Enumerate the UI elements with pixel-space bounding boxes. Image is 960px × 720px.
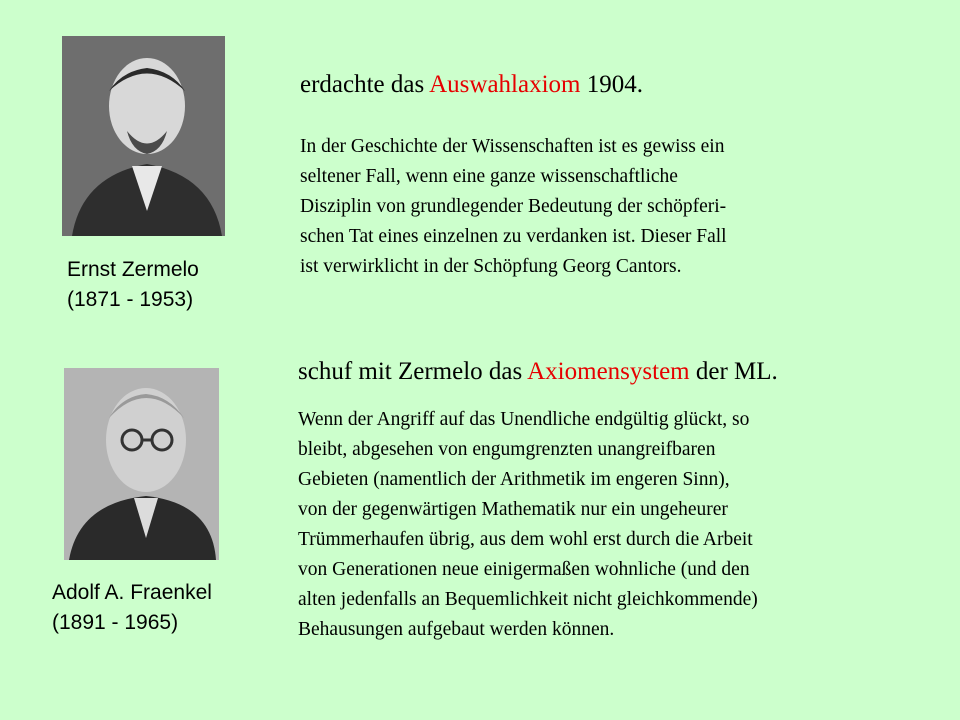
- zermelo-portrait: [62, 36, 225, 236]
- fraenkel-heading-before: schuf mit Zermelo das: [298, 358, 528, 385]
- fraenkel-heading: [298, 357, 778, 387]
- zermelo-heading: [300, 70, 643, 100]
- zermelo-quote: In der Geschichte der Wissenschaften ist es gewiss ein seltener Fall, wenn eine ganze wissenschaftliche Disziplin von grundlegender Bedeutung der schöpferi- schen Tat eines einzelnen zu verdanken ist. Dieser Fall ist verwirklicht in der Schöpfung Georg Cantors.: [300, 136, 727, 277]
- fraenkel-name: Adolf A. Fraenkel: [52, 581, 212, 604]
- fraenkel-quote: Wenn der Angriff auf das Unendliche endgültig glückt, so bleibt, abgesehen von engumgrenzten unangreifbaren Gebieten (namentlich der Arithmetik im engeren Sinn), von der gegenwärtigen Mathematik nur ein ungeheurer Trümmerhaufen übrig, aus dem wohl erst durch die Arbeit von Generationen neue einigermaßen wohnliche (und den alten jedenfalls an Bequemlichkeit nicht gleichkommende) Behausungen aufgebaut werden können.: [298, 409, 758, 640]
- fraenkel-dates: (1891 - 1965): [52, 611, 179, 634]
- fraenkel-portrait: [64, 368, 219, 560]
- zermelo-heading-before: erdachte das: [300, 71, 430, 98]
- zermelo-name: Ernst Zermelo: [67, 258, 199, 281]
- portrait-photo-icon: [62, 36, 225, 236]
- zermelo-heading-accent: Auswahlaxiom: [429, 71, 581, 98]
- fraenkel-heading-accent: Axiomensystem: [527, 358, 690, 385]
- zermelo-heading-after: 1904.: [580, 71, 643, 98]
- portrait-photo-icon: [64, 368, 219, 560]
- fraenkel-heading-after: der ML.: [689, 358, 778, 385]
- zermelo-dates: (1871 - 1953): [67, 288, 194, 311]
